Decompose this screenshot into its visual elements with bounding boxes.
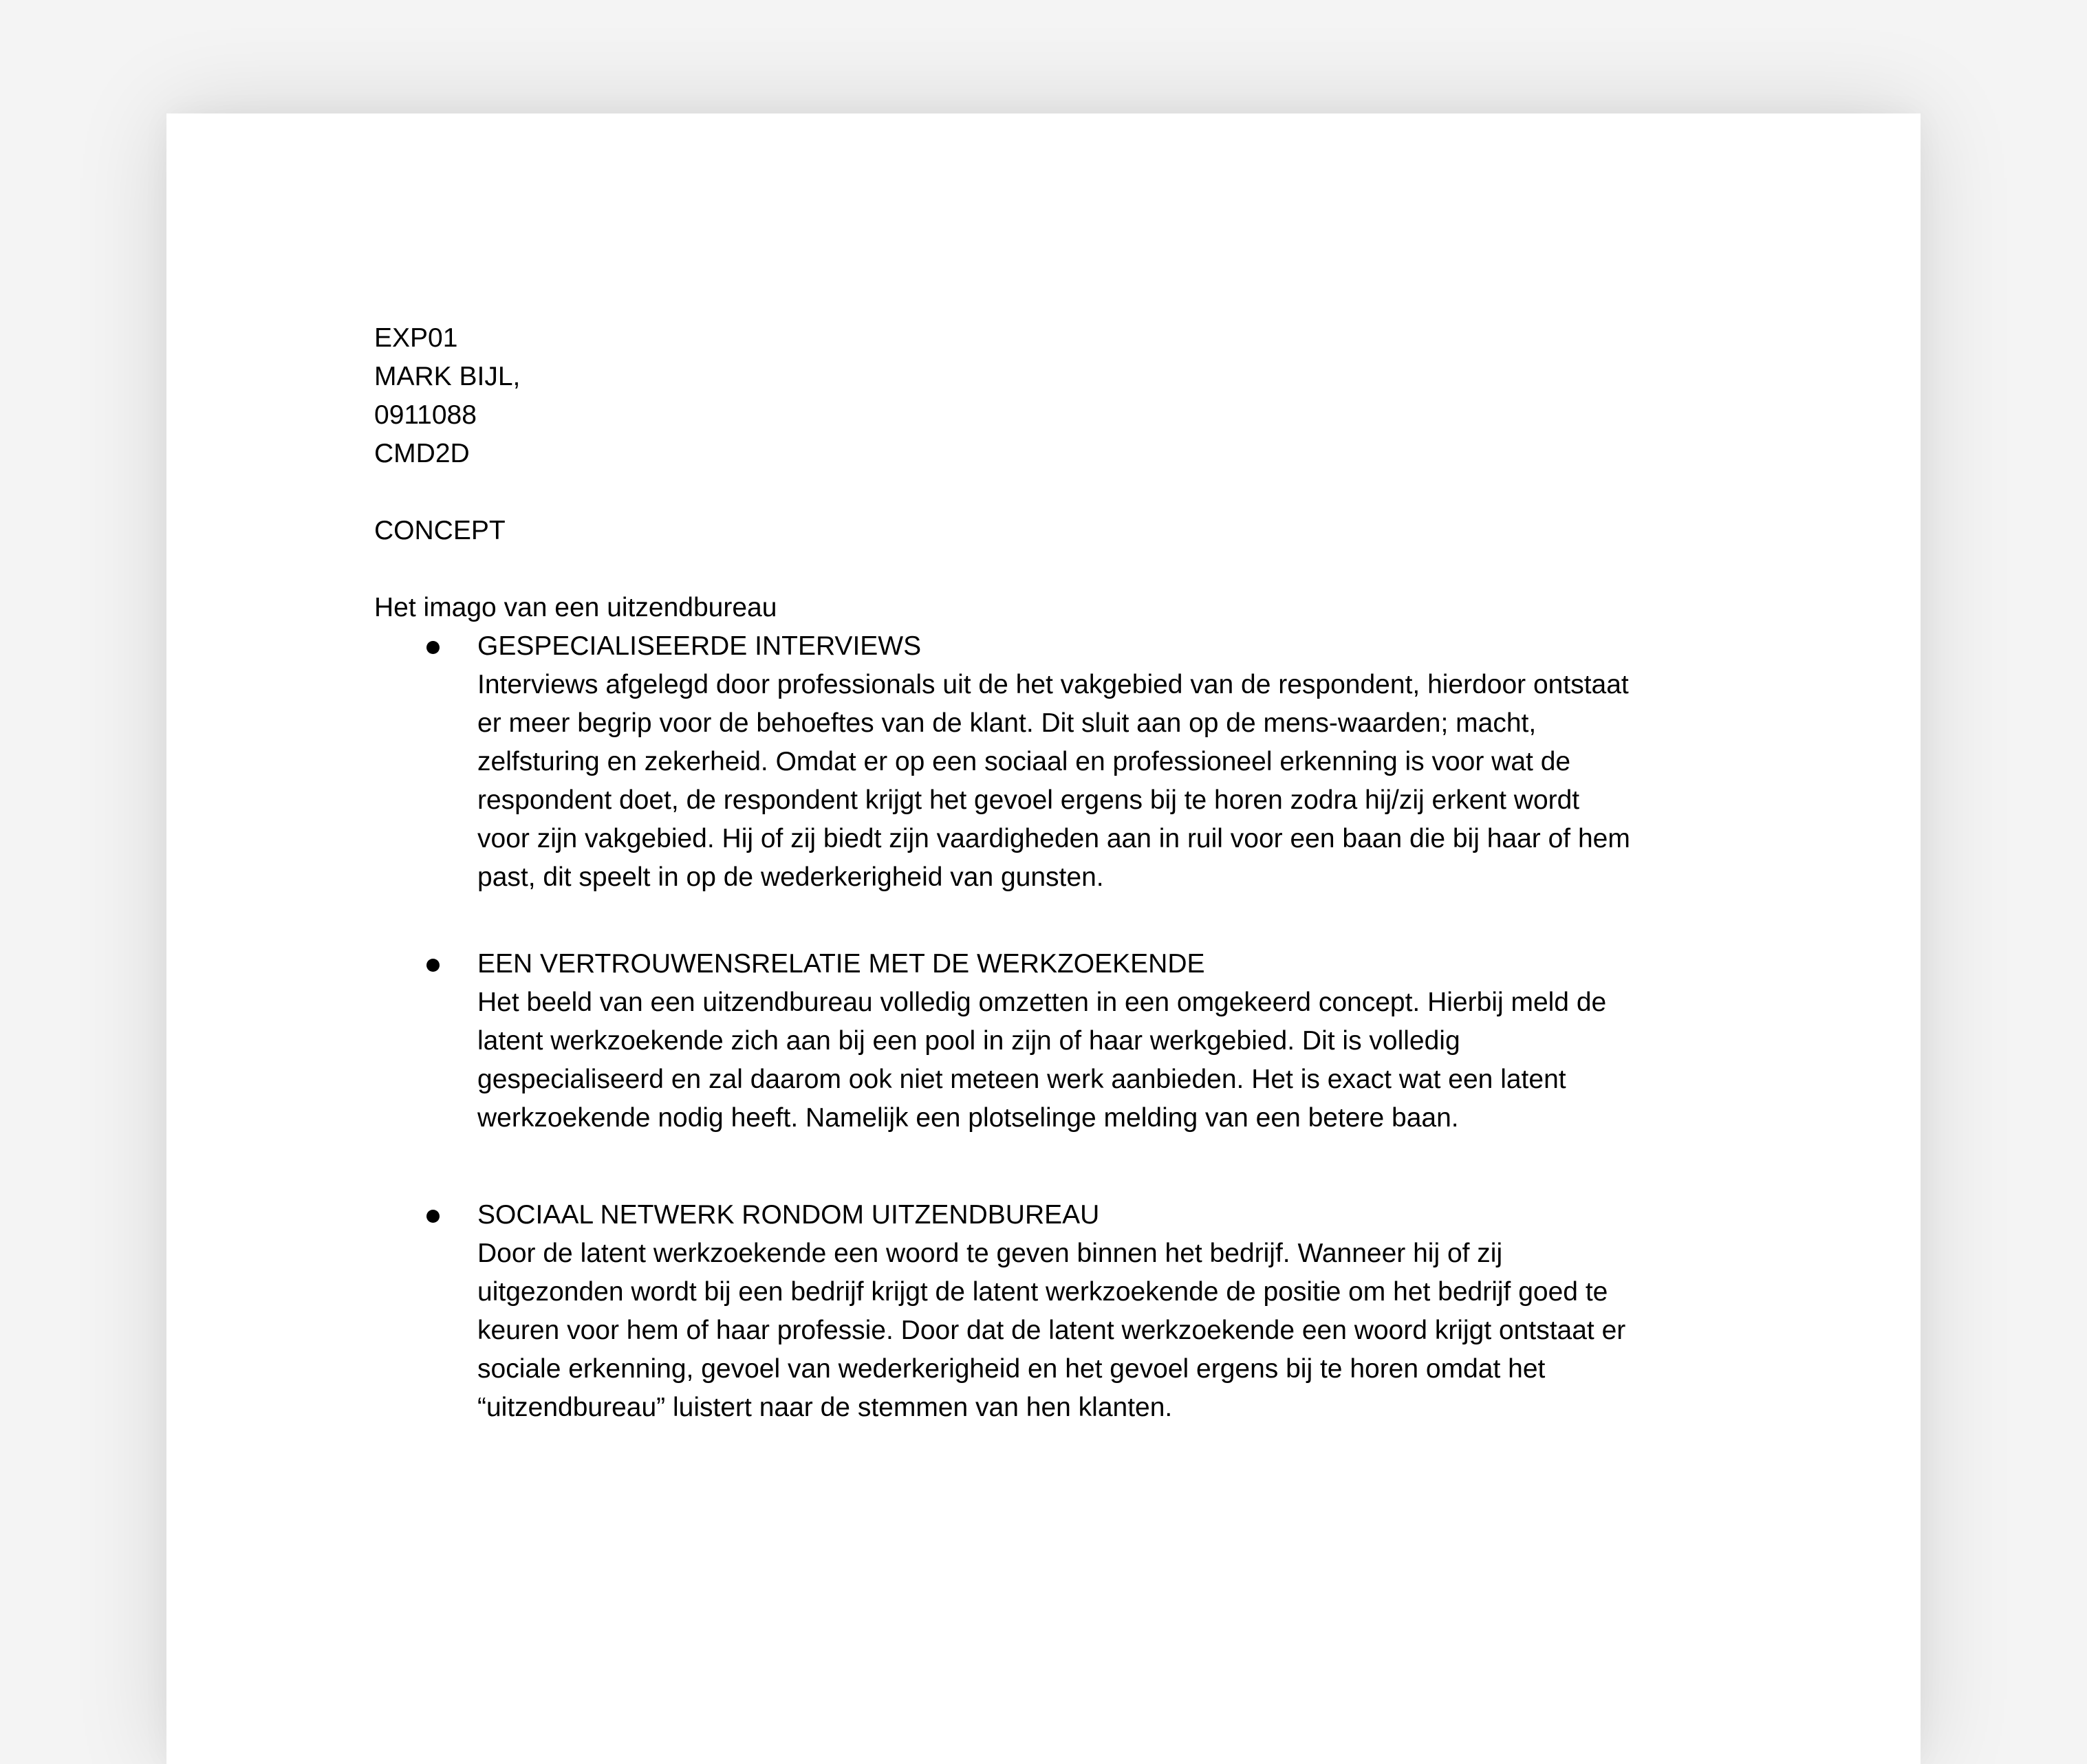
section-body-line: latent werkzoekende zich aan bij een pool in zijn of haar werkgebied. Dit is volledig [477, 1026, 1460, 1056]
section-body-line: sociale erkenning, gevoel van wederkerigheid en het gevoel ergens bij te horen omdat het [477, 1354, 1546, 1384]
section-body-line: er meer begrip voor de behoeftes van de klant. Dit sluit aan op de mens-waarden; macht, [477, 708, 1537, 738]
section-body-line: uitgezonden wordt bij een bedrijf krijgt de latent werkzoekende de positie om het bedrijf goed te [477, 1277, 1608, 1307]
class-code: CMD2D [374, 439, 470, 468]
section-body-line: keuren voor hem of haar professie. Door dat de latent werkzoekende een woord krijgt ontstaat er [477, 1316, 1626, 1345]
student-number: 0911088 [374, 400, 477, 430]
section-body-line: gespecialiseerd en zal daarom ook niet meteen werk aanbieden. Het is exact wat een latent [477, 1065, 1566, 1094]
document-title: Het imago van een uitzendbureau [374, 593, 777, 622]
section-body-line: “uitzendbureau” luistert naar de stemmen van hen klanten. [477, 1393, 1173, 1422]
section-body-line: respondent doet, de respondent krijgt het gevoel ergens bij te horen zodra hij/zij erkent wordt [477, 785, 1580, 815]
section-body-line: zelfsturing en zekerheid. Omdat er op een sociaal en professioneel erkenning is voor wat de [477, 747, 1571, 776]
section-heading: EEN VERTROUWENSRELATIE MET DE WERKZOEKENDE [477, 949, 1205, 979]
section-body-line: Interviews afgelegd door professionals uit de het vakgebied van de respondent, hierdoor ontstaat [477, 670, 1629, 699]
section-body-line: werkzoekende nodig heeft. Namelijk een plotselinge melding van een betere baan. [477, 1103, 1459, 1133]
section-body-line: Door de latent werkzoekende een woord te geven binnen het bedrijf. Wanneer hij of zij [477, 1239, 1503, 1268]
course-code: EXP01 [374, 323, 458, 353]
document-page [166, 113, 1921, 1764]
author-name: MARK BIJL, [374, 362, 521, 391]
section-body-line: voor zijn vakgebied. Hij of zij biedt zijn vaardigheden aan in ruil voor een baan die bij haar of hem [477, 824, 1630, 853]
bullet-icon [426, 641, 440, 654]
section-body-line: Het beeld van een uitzendbureau volledig omzetten in een omgekeerd concept. Hierbij meld de [477, 988, 1607, 1017]
bullet-icon [426, 959, 440, 972]
bullet-icon [426, 1210, 440, 1223]
document-label: CONCEPT [374, 516, 506, 545]
section-heading: GESPECIALISEERDE INTERVIEWS [477, 631, 922, 661]
section-heading: SOCIAAL NETWERK RONDOM UITZENDBUREAU [477, 1200, 1100, 1230]
section-body-line: past, dit speelt in op de wederkerigheid van gunsten. [477, 862, 1104, 892]
